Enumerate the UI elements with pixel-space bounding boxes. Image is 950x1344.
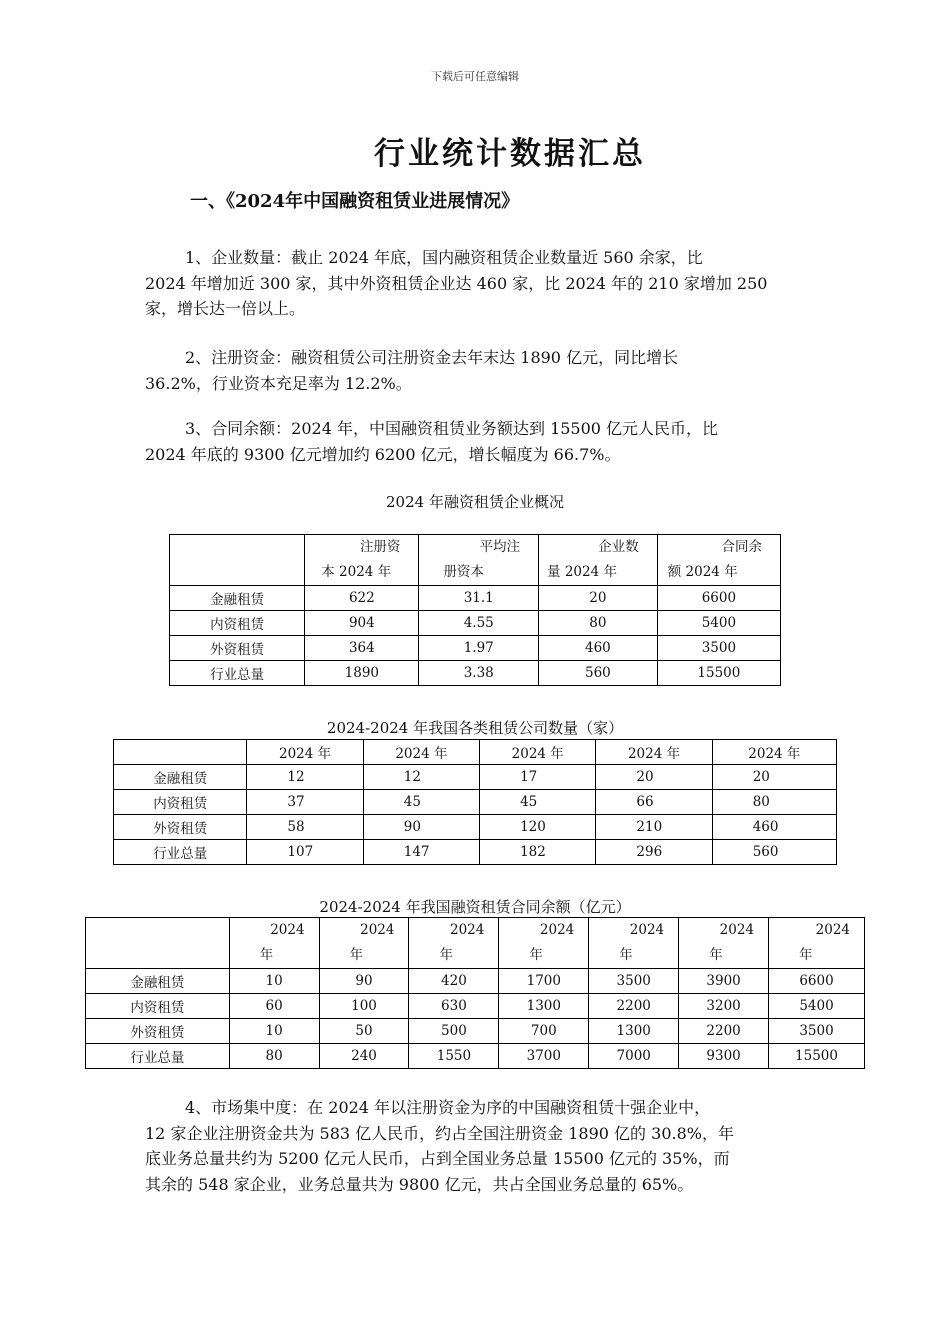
table-row bbox=[86, 1019, 865, 1044]
table-cell: 80 bbox=[539, 611, 658, 636]
table-row bbox=[114, 765, 837, 790]
paragraph-registered-capital bbox=[145, 345, 805, 396]
table1-caption: 2024 年融资租赁企业概况 bbox=[386, 493, 564, 511]
table-cell: 20 bbox=[539, 586, 658, 611]
row-label: 内资租赁 bbox=[170, 611, 305, 636]
table-row bbox=[170, 636, 781, 661]
table-cell: 3700 bbox=[499, 1044, 589, 1069]
paragraph-line: 2、注册资金：融资租赁公司注册资金去年末达 1890 亿元，同比增长 bbox=[185, 348, 679, 367]
table-cell: 210 bbox=[596, 815, 712, 840]
table-row bbox=[86, 969, 865, 994]
table-corner-cell bbox=[86, 918, 230, 969]
table-row bbox=[114, 815, 837, 840]
row-label: 行业总量 bbox=[170, 661, 305, 686]
table-cell: 630 bbox=[409, 994, 499, 1019]
table-cell: 3500 bbox=[769, 1019, 865, 1044]
row-label: 金融租赁 bbox=[170, 586, 305, 611]
paragraph-line: 12 家企业注册资金共为 583 亿人民币，约占全国注册资金 1890 亿的 30.8%，年 bbox=[145, 1123, 734, 1143]
table-row bbox=[170, 611, 781, 636]
table3-caption: 2024-2024 年我国融资租赁合同余额（亿元） bbox=[319, 898, 631, 916]
table-cell: 560 bbox=[539, 661, 658, 686]
row-label: 行业总量 bbox=[114, 840, 247, 865]
table-contract-balances bbox=[85, 917, 865, 1069]
table-row bbox=[86, 994, 865, 1019]
row-label: 外资租赁 bbox=[114, 815, 247, 840]
table-header-cell: 注册资 本 2024 年 bbox=[305, 535, 419, 586]
table-cell: 5400 bbox=[769, 994, 865, 1019]
table-cell: 3.38 bbox=[419, 661, 539, 686]
table-cell: 58 bbox=[247, 815, 363, 840]
paragraph-market-concentration bbox=[145, 1095, 805, 1197]
table-cell: 1300 bbox=[499, 994, 589, 1019]
table-cell: 5400 bbox=[657, 611, 780, 636]
table-cell: 460 bbox=[712, 815, 836, 840]
table-header-cell: 2024 年 bbox=[596, 740, 712, 765]
table-row bbox=[170, 586, 781, 611]
table-cell: 296 bbox=[596, 840, 712, 865]
table-cell: 10 bbox=[229, 969, 319, 994]
table-cell: 1550 bbox=[409, 1044, 499, 1069]
table-corner-cell bbox=[114, 740, 247, 765]
section-heading: 一、《2024年中国融资租赁业进展情况》 bbox=[190, 191, 520, 212]
table-header-cell: 2024 年 bbox=[589, 918, 679, 969]
row-label: 金融租赁 bbox=[114, 765, 247, 790]
row-label: 外资租赁 bbox=[170, 636, 305, 661]
table-cell: 147 bbox=[363, 840, 479, 865]
paragraph-line: 1、企业数量：截止 2024 年底，国内融资租赁企业数量近 560 余家，比 bbox=[185, 248, 703, 267]
table-cell: 560 bbox=[712, 840, 836, 865]
table-cell: 9300 bbox=[679, 1044, 769, 1069]
table-cell: 66 bbox=[596, 790, 712, 815]
table-cell: 500 bbox=[409, 1019, 499, 1044]
table-header-cell: 2024 年 bbox=[247, 740, 363, 765]
table-cell: 1890 bbox=[305, 661, 419, 686]
table-cell: 420 bbox=[409, 969, 499, 994]
row-label: 内资租赁 bbox=[86, 994, 230, 1019]
table-cell: 3500 bbox=[589, 969, 679, 994]
table-cell: 3200 bbox=[679, 994, 769, 1019]
table-cell: 622 bbox=[305, 586, 419, 611]
row-label: 外资租赁 bbox=[86, 1019, 230, 1044]
row-label: 内资租赁 bbox=[114, 790, 247, 815]
table-cell: 3500 bbox=[657, 636, 780, 661]
table-row bbox=[114, 840, 837, 865]
table-corner-cell bbox=[170, 535, 305, 586]
paragraph-enterprise-count bbox=[145, 245, 805, 322]
row-label: 金融租赁 bbox=[86, 969, 230, 994]
paragraph-contract-balance bbox=[145, 416, 805, 467]
table-cell: 364 bbox=[305, 636, 419, 661]
table-cell: 6600 bbox=[769, 969, 865, 994]
table-row bbox=[114, 790, 837, 815]
table-row bbox=[86, 1044, 865, 1069]
document-title: 行业统计数据汇总 bbox=[374, 136, 646, 172]
table-cell: 12 bbox=[247, 765, 363, 790]
table-cell: 100 bbox=[319, 994, 409, 1019]
table-cell: 10 bbox=[229, 1019, 319, 1044]
table-header-cell: 2024 年 bbox=[679, 918, 769, 969]
table-cell: 1700 bbox=[499, 969, 589, 994]
paragraph-line: 其余的 548 家企业，业务总量共为 9800 亿元，共占全国业务总量的 65%。 bbox=[145, 1174, 694, 1194]
table-cell: 1.97 bbox=[419, 636, 539, 661]
table-cell: 3900 bbox=[679, 969, 769, 994]
paragraph-line: 3、合同余额：2024 年，中国融资租赁业务额达到 15500 亿元人民币，比 bbox=[185, 419, 719, 438]
table-header-cell: 2024 年 bbox=[409, 918, 499, 969]
table-header-cell: 2024 年 bbox=[363, 740, 479, 765]
table-header-cell: 平均注 册资本 bbox=[419, 535, 539, 586]
table-cell: 80 bbox=[712, 790, 836, 815]
table-cell: 15500 bbox=[657, 661, 780, 686]
table-cell: 90 bbox=[319, 969, 409, 994]
table-cell: 60 bbox=[229, 994, 319, 1019]
table-cell: 460 bbox=[539, 636, 658, 661]
table-cell: 50 bbox=[319, 1019, 409, 1044]
paragraph-line: 2024 年增加近 300 家，其中外资租赁企业达 460 家，比 2024 年的 210 家增加 250 bbox=[145, 273, 768, 293]
paragraph-line: 家，增长达一倍以上。 bbox=[145, 299, 306, 318]
table-cell: 45 bbox=[363, 790, 479, 815]
paragraph-line: 底业务总量共约为 5200 亿元人民币，占到全国业务总量 15500 亿元的 35%，而 bbox=[145, 1149, 730, 1168]
table-cell: 120 bbox=[480, 815, 596, 840]
paragraph-line: 36.2%，行业资本充足率为 12.2%。 bbox=[145, 373, 412, 393]
table-cell: 1300 bbox=[589, 1019, 679, 1044]
table-cell: 700 bbox=[499, 1019, 589, 1044]
table-cell: 45 bbox=[480, 790, 596, 815]
table-cell: 240 bbox=[319, 1044, 409, 1069]
table-header-cell: 2024 年 bbox=[480, 740, 596, 765]
table-header-cell: 2024 年 bbox=[769, 918, 865, 969]
table-header-cell: 企业数 量 2024 年 bbox=[539, 535, 658, 586]
table-header-cell: 2024 年 bbox=[229, 918, 319, 969]
table-header-cell: 2024 年 bbox=[499, 918, 589, 969]
table-cell: 15500 bbox=[769, 1044, 865, 1069]
table-cell: 90 bbox=[363, 815, 479, 840]
table-enterprise-overview bbox=[169, 534, 781, 686]
table-cell: 17 bbox=[480, 765, 596, 790]
table-row bbox=[170, 661, 781, 686]
table-cell: 2200 bbox=[679, 1019, 769, 1044]
row-label: 行业总量 bbox=[86, 1044, 230, 1069]
table-cell: 80 bbox=[229, 1044, 319, 1069]
table2-caption: 2024-2024 年我国各类租赁公司数量（家） bbox=[326, 719, 624, 737]
table-header-cell: 2024 年 bbox=[712, 740, 836, 765]
table-cell: 4.55 bbox=[419, 611, 539, 636]
table-company-counts bbox=[113, 739, 837, 865]
paragraph-line: 2024 年底的 9300 亿元增加约 6200 亿元，增长幅度为 66.7%。 bbox=[145, 444, 621, 464]
table-header-cell: 合同余 额 2024 年 bbox=[657, 535, 780, 586]
table-cell: 904 bbox=[305, 611, 419, 636]
table-cell: 7000 bbox=[589, 1044, 679, 1069]
header-note: 下载后可任意编辑 bbox=[431, 70, 519, 83]
table-cell: 20 bbox=[596, 765, 712, 790]
table-cell: 182 bbox=[480, 840, 596, 865]
table-cell: 37 bbox=[247, 790, 363, 815]
table-cell: 107 bbox=[247, 840, 363, 865]
paragraph-line: 4、市场集中度：在 2024 年以注册资金为序的中国融资租赁十强企业中， bbox=[185, 1098, 711, 1117]
table-cell: 2200 bbox=[589, 994, 679, 1019]
table-header-cell: 2024 年 bbox=[319, 918, 409, 969]
table-cell: 20 bbox=[712, 765, 836, 790]
table-cell: 31.1 bbox=[419, 586, 539, 611]
table-cell: 6600 bbox=[657, 586, 780, 611]
table-cell: 12 bbox=[363, 765, 479, 790]
